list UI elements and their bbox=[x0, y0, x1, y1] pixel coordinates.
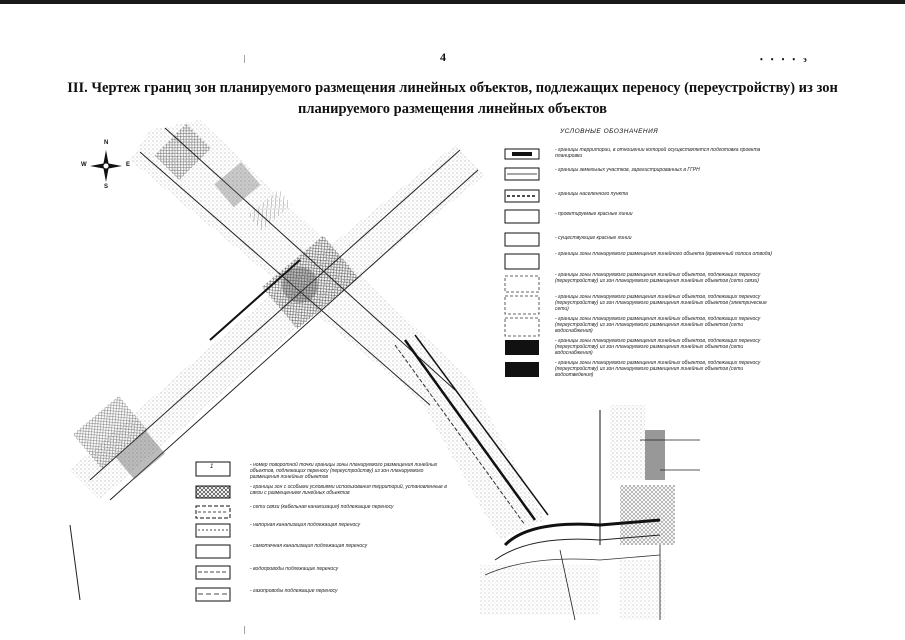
legend-item-label: - водопроводы подлежащие переносу bbox=[250, 566, 339, 572]
margin-mark: | bbox=[244, 54, 246, 63]
north-arrow-compass bbox=[81, 140, 131, 190]
legend-item-label: - границы территории, в отношении которой осуществляется подготовка проекта планировки bbox=[555, 147, 761, 160]
legend-item-label: - границы зоны планируемого размещения линейных объектов, подлежащих переносу (переустройству) из зон планируемого размещения линейных объектов (сети водоснабжения) bbox=[555, 316, 761, 335]
legend-item-label: - границы зоны планируемого размещения линейных объектов, подлежащих переносу (переустройству) из зон планируемого размещения линейных объектов (электрические сети) bbox=[555, 294, 767, 313]
legend-item-label: - границы земельных участков, зарегистрированных в ГГРН bbox=[555, 167, 700, 173]
legend-item-label: - границы зоны планируемого размещения линейного объекта (временный полоса отвода) bbox=[555, 251, 772, 257]
legend-item-label: - границы зоны планируемого размещения линейных объектов, подлежащих переносу (переустройству) из зон планируемого размещения линейных объектов (сети связи) bbox=[555, 272, 761, 285]
turn-point-marker: 1 bbox=[210, 464, 214, 470]
compass-north-label: N bbox=[104, 140, 109, 146]
legend-item-label: - самотечная канализация подлежащая переносу bbox=[250, 543, 368, 549]
page-number: 4 bbox=[440, 50, 446, 64]
compass-south-label: S bbox=[104, 184, 109, 190]
compass-icon bbox=[86, 146, 126, 186]
scan-marks: • • • • э bbox=[760, 55, 810, 64]
legend-item-label: - напорная канализация подлежащая переносу bbox=[250, 522, 361, 528]
legend-title: УСЛОВНЫЕ ОБОЗНАЧЕНИЯ bbox=[560, 128, 659, 135]
legend-item-label: - существующие красные линии bbox=[555, 235, 632, 241]
legend-item-label: - границы населенного пункта bbox=[555, 191, 628, 197]
legend-item-label: - границы зоны планируемого размещения линейных объектов, подлежащих переносу (переустройству) из зон планируемого размещения линейных объектов (сети водоотведения) bbox=[555, 360, 761, 379]
page-title: III. Чертеж границ зон планируемого размещения линейных объектов, подлежащих переносу (переустройству) из зон планируемого размещения линейных объектов bbox=[67, 80, 838, 117]
legend-item-label: - номер поворотной точки границы зоны планируемого размещения линейных объектов, подлежащих переносу (переустройству) из зон планируемого размещения линейных объектов bbox=[250, 462, 438, 481]
legend-item-label: - границы зон с особыми условиями использования территорий, установленные в связи с размещением линейных объектов bbox=[250, 484, 447, 497]
legend-item-label: - газопроводы подлежащие переносу bbox=[250, 588, 338, 594]
legend-item-label: - сети связи (кабельная канализация) подлежащие переносу bbox=[250, 504, 394, 510]
margin-mark-bottom: | bbox=[244, 625, 246, 634]
legend2-symbols bbox=[196, 462, 230, 601]
legend-symbols bbox=[505, 149, 539, 377]
legend-item-label: - проектируемые красные линии bbox=[555, 211, 633, 217]
compass-east-label: E bbox=[126, 162, 131, 168]
legend-item-label: - границы зоны планируемого размещения линейных объектов, подлежащих переносу (переустройству) из зон планируемого размещения линейных объектов (сети водоснабжения) bbox=[555, 338, 761, 357]
compass-west-label: W bbox=[81, 162, 87, 168]
